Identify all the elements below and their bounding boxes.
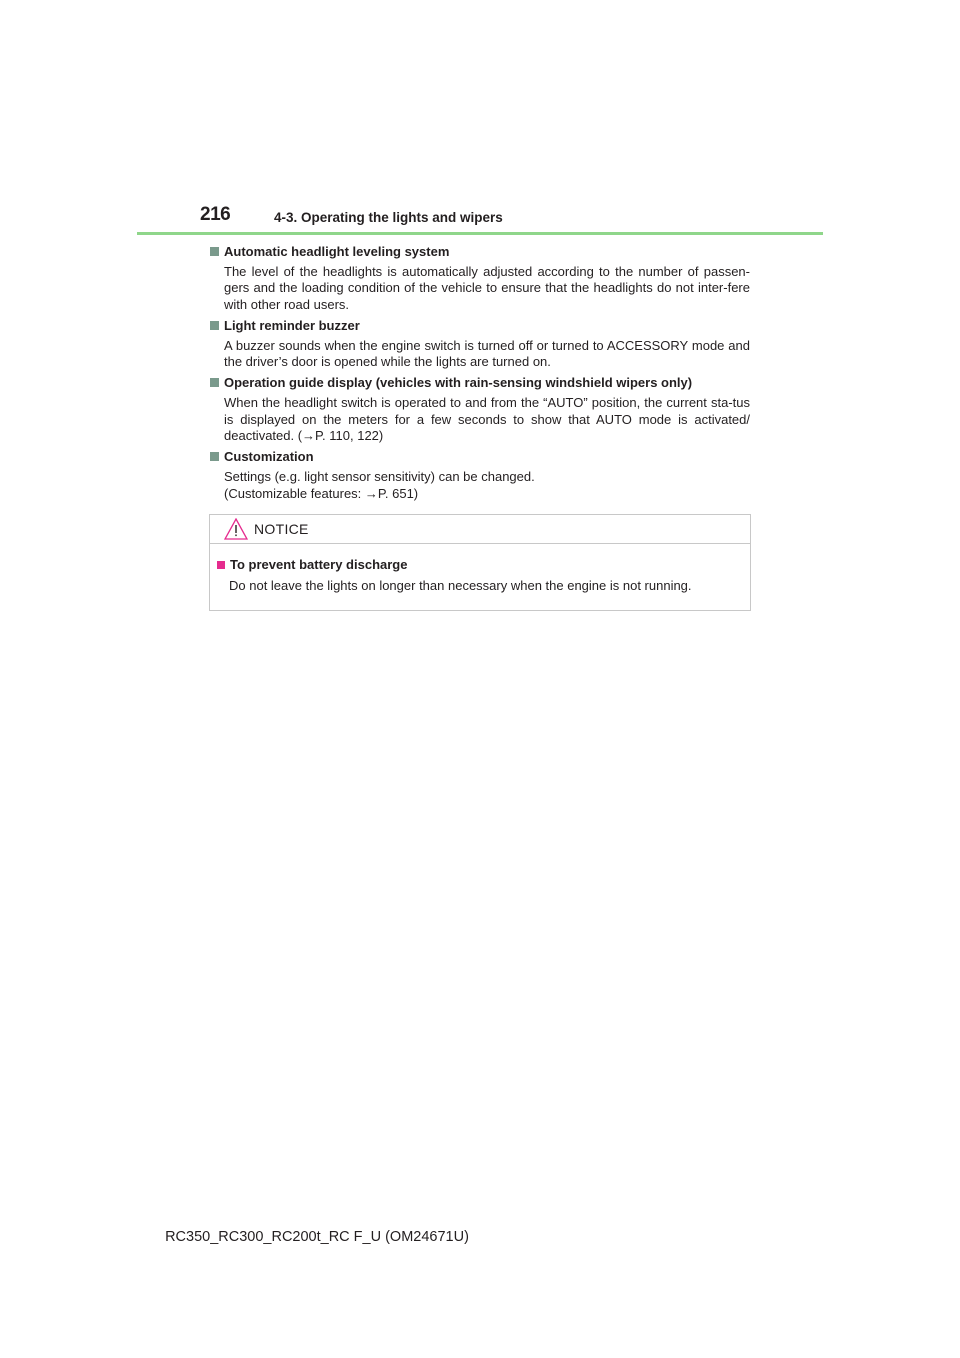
section-title: Operation guide display (vehicles with rain-sensing windshield wipers only): [224, 375, 693, 391]
square-bullet-icon: [210, 247, 219, 256]
main-content: [210, 243, 750, 506]
notice-header: [210, 515, 750, 544]
footer-model: RC350_RC300_RC200t_RC F_U (OM24671U): [165, 1229, 469, 1245]
notice-item-text: Do not leave the lights on longer than necessary when the engine is not running.: [229, 578, 692, 593]
header-rule: [137, 232, 823, 235]
section-title: Light reminder buzzer: [224, 317, 360, 333]
section-text: When the headlight switch is operated to and from the “AUTO” position, the current sta-tus is displayed on the meters for a few seconds to show that AUTO mode is activated/ deactivated. (→P. 110, 122): [224, 395, 750, 444]
square-bullet-icon: [210, 321, 219, 330]
notice-box: [209, 514, 751, 611]
section-light-reminder: [210, 317, 750, 371]
page-header: [200, 204, 822, 232]
section-title: Customization: [224, 449, 314, 465]
page-number: 216: [200, 204, 231, 225]
section-operation-guide: [210, 374, 750, 444]
section-text: A buzzer sounds when the engine switch is turned off or turned to ACCESSORY mode and the driver’s door is opened while the lights are turned on.: [224, 337, 750, 370]
notice-title: NOTICE: [254, 521, 309, 537]
chapter-title: 4-3. Operating the lights and wipers: [274, 210, 503, 225]
square-bullet-icon: [210, 452, 219, 461]
square-bullet-icon: [210, 378, 219, 387]
section-text: (Customizable features: →P. 651): [224, 485, 419, 501]
section-text: The level of the headlights is automatically adjusted according to the number of passen-gers and the loading condition of the vehicle to ensure that the headlights do not inter-fere with other road users.: [224, 264, 750, 312]
section-headlight-leveling: [210, 243, 750, 313]
notice-item-title: To prevent battery discharge: [230, 557, 408, 572]
section-title: Automatic headlight leveling system: [224, 244, 450, 259]
section-customization: [210, 448, 750, 502]
warning-triangle-icon: [224, 518, 248, 540]
section-text: Settings (e.g. light sensor sensitivity) can be changed.: [224, 469, 535, 485]
square-bullet-icon: [217, 561, 225, 569]
